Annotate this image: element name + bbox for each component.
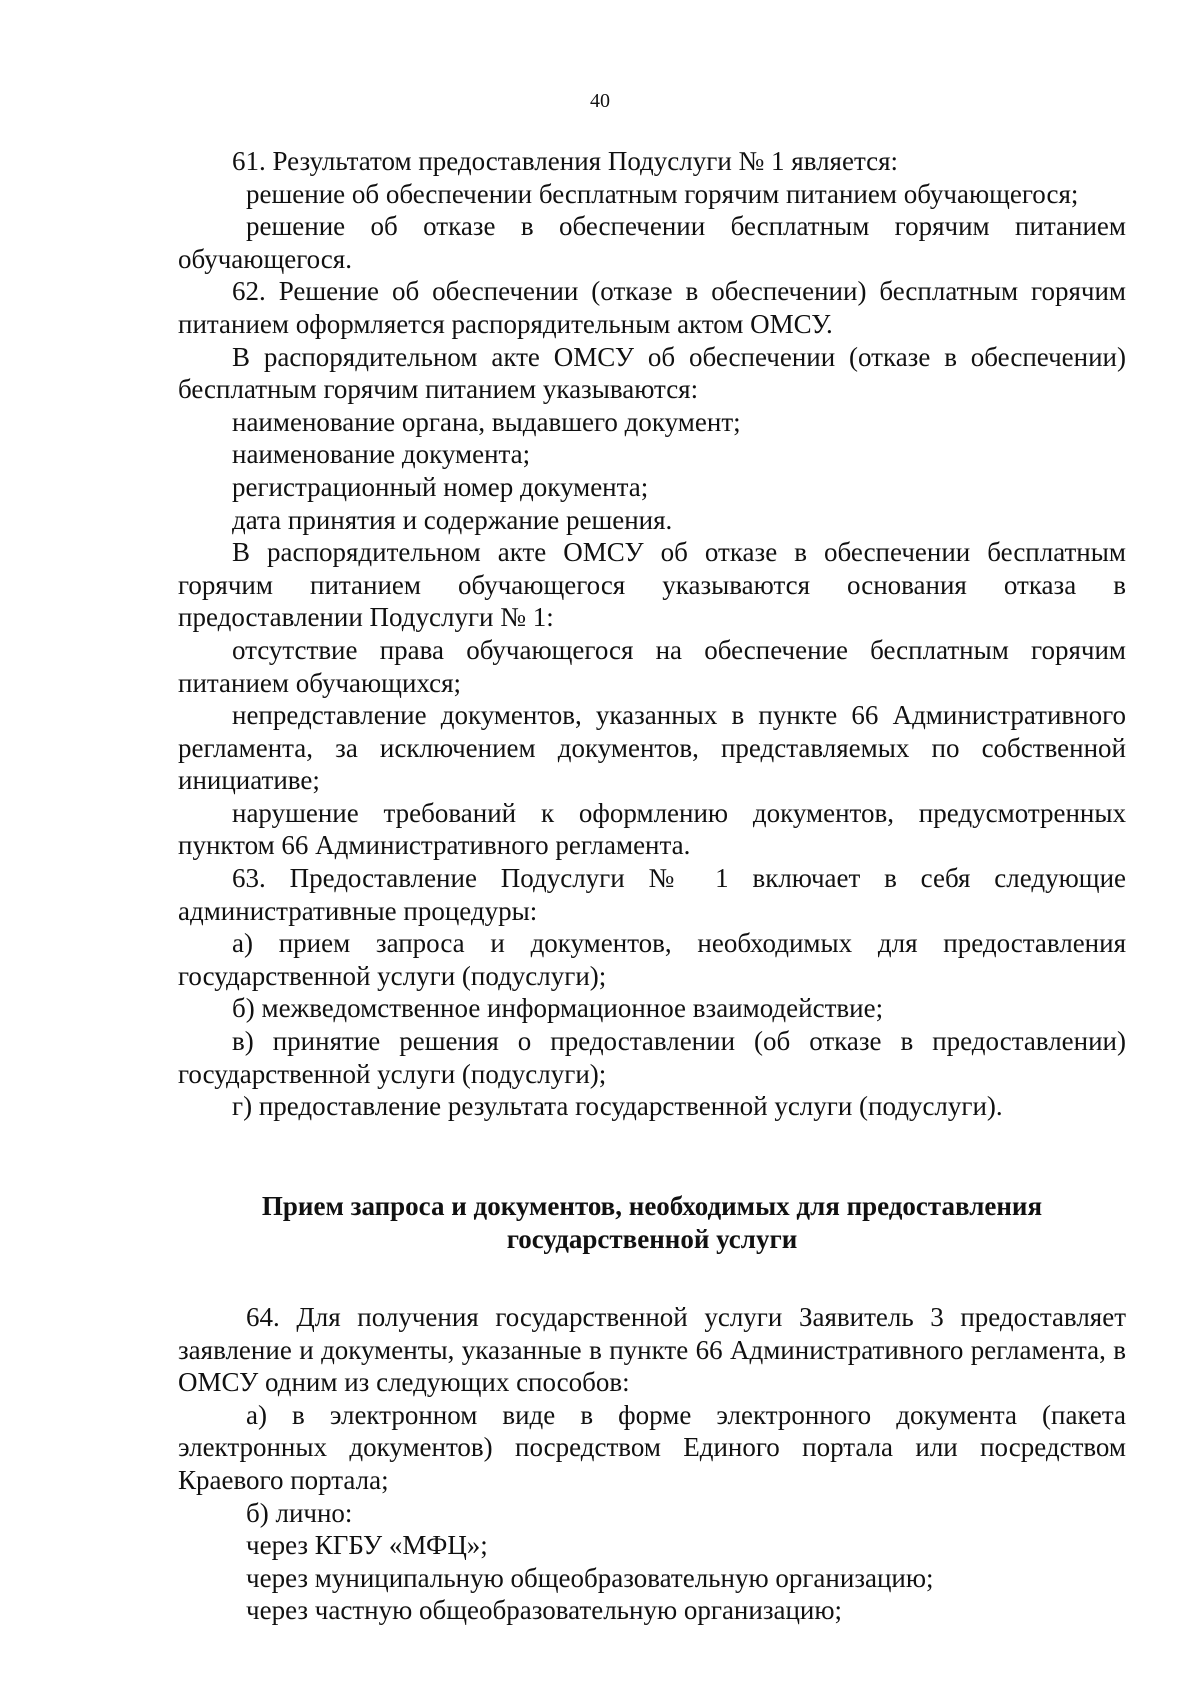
paragraph-63: 63. Предоставление Подуслуги № 1 включает в себя следующие административные процедуры: [178,863,1126,926]
procedure-a: а) прием запроса и документов, необходимых для предоставления государственной услуги (подуслуги); [178,928,1126,991]
paragraph-act-contents: В распорядительном акте ОМСУ об обеспечении (отказе в обеспечении) бесплатным горячим питанием указываются: [178,341,1126,405]
section-heading-line-1: Прием запроса и документов, необходимых для предоставления [261,1191,1043,1221]
paragraph-decision-provide: решение об обеспечении бесплатным горячим питанием обучающегося; [246,178,1079,209]
list-item-decision-date: дата принятия и содержание решения. [232,504,673,535]
paragraph-64: 64. Для получения государственной услуги Заявитель 3 предоставляет заявление и документы, указанные в пункте 66 Административного регламента, в ОМСУ одним из следующих способов: [178,1302,1126,1398]
procedure-v: в) принятие решения о предоставлении (об отказе в предоставлении) государственной услуги (подуслуги); [178,1026,1126,1089]
procedure-b: б) межведомственное информационное взаимодействие; [232,993,884,1024]
list-item-document-name: наименование документа; [232,439,531,470]
section-heading [178,1190,1126,1256]
list-item-violation: нарушение требований к оформлению документов, предусмотренных пунктом 66 Административного регламента. [178,797,1126,861]
list-item-organ-name: наименование органа, выдавшего документ; [232,406,741,437]
procedure-g: г) предоставление результата государственной услуги (подуслуги). [232,1091,1003,1122]
list-item-no-documents: непредставление документов, указанных в пункте 66 Административного регламента, за исключением документов, представляемых по собственной инициативе; [178,700,1126,796]
paragraph-62: 62. Решение об обеспечении (отказе в обеспечении) бесплатным горячим питанием оформляется распорядительным актом ОМСУ. [178,276,1126,339]
document-body-bottom [178,1301,1126,1627]
list-item-mfc: через КГБУ «МФЦ»; [246,1530,488,1561]
paragraph-refusal-grounds: В распорядительном акте ОМСУ об отказе в обеспечении бесплатным горячим питанием обучающегося указываются основания отказа в предоставлении Подуслуги № 1: [178,537,1126,633]
list-item-municipal-school: через муниципальную общеобразовательную организацию; [246,1562,934,1593]
page-number: 40 [590,90,610,112]
list-item-private-school: через частную общеобразовательную организацию; [246,1595,843,1626]
document-body-top [178,145,1126,1123]
method-a-electronic: а) в электронном виде в форме электронного документа (пакета электронных документов) посредством Единого портала или посредством Краевого портала; [178,1399,1126,1495]
list-item-registration-number: регистрационный номер документа; [232,471,649,502]
paragraph-61: 61. Результатом предоставления Подуслуги № 1 является: [232,146,898,176]
section-heading-line-2: государственной услуги [506,1224,798,1254]
list-item-no-right: отсутствие права обучающегося на обеспечение бесплатным горячим питанием обучающихся; [178,634,1126,698]
paragraph-decision-refuse: решение об отказе в обеспечении бесплатным горячим питанием обучающегося. [178,211,1126,274]
method-b-in-person: б) лично: [246,1497,353,1528]
